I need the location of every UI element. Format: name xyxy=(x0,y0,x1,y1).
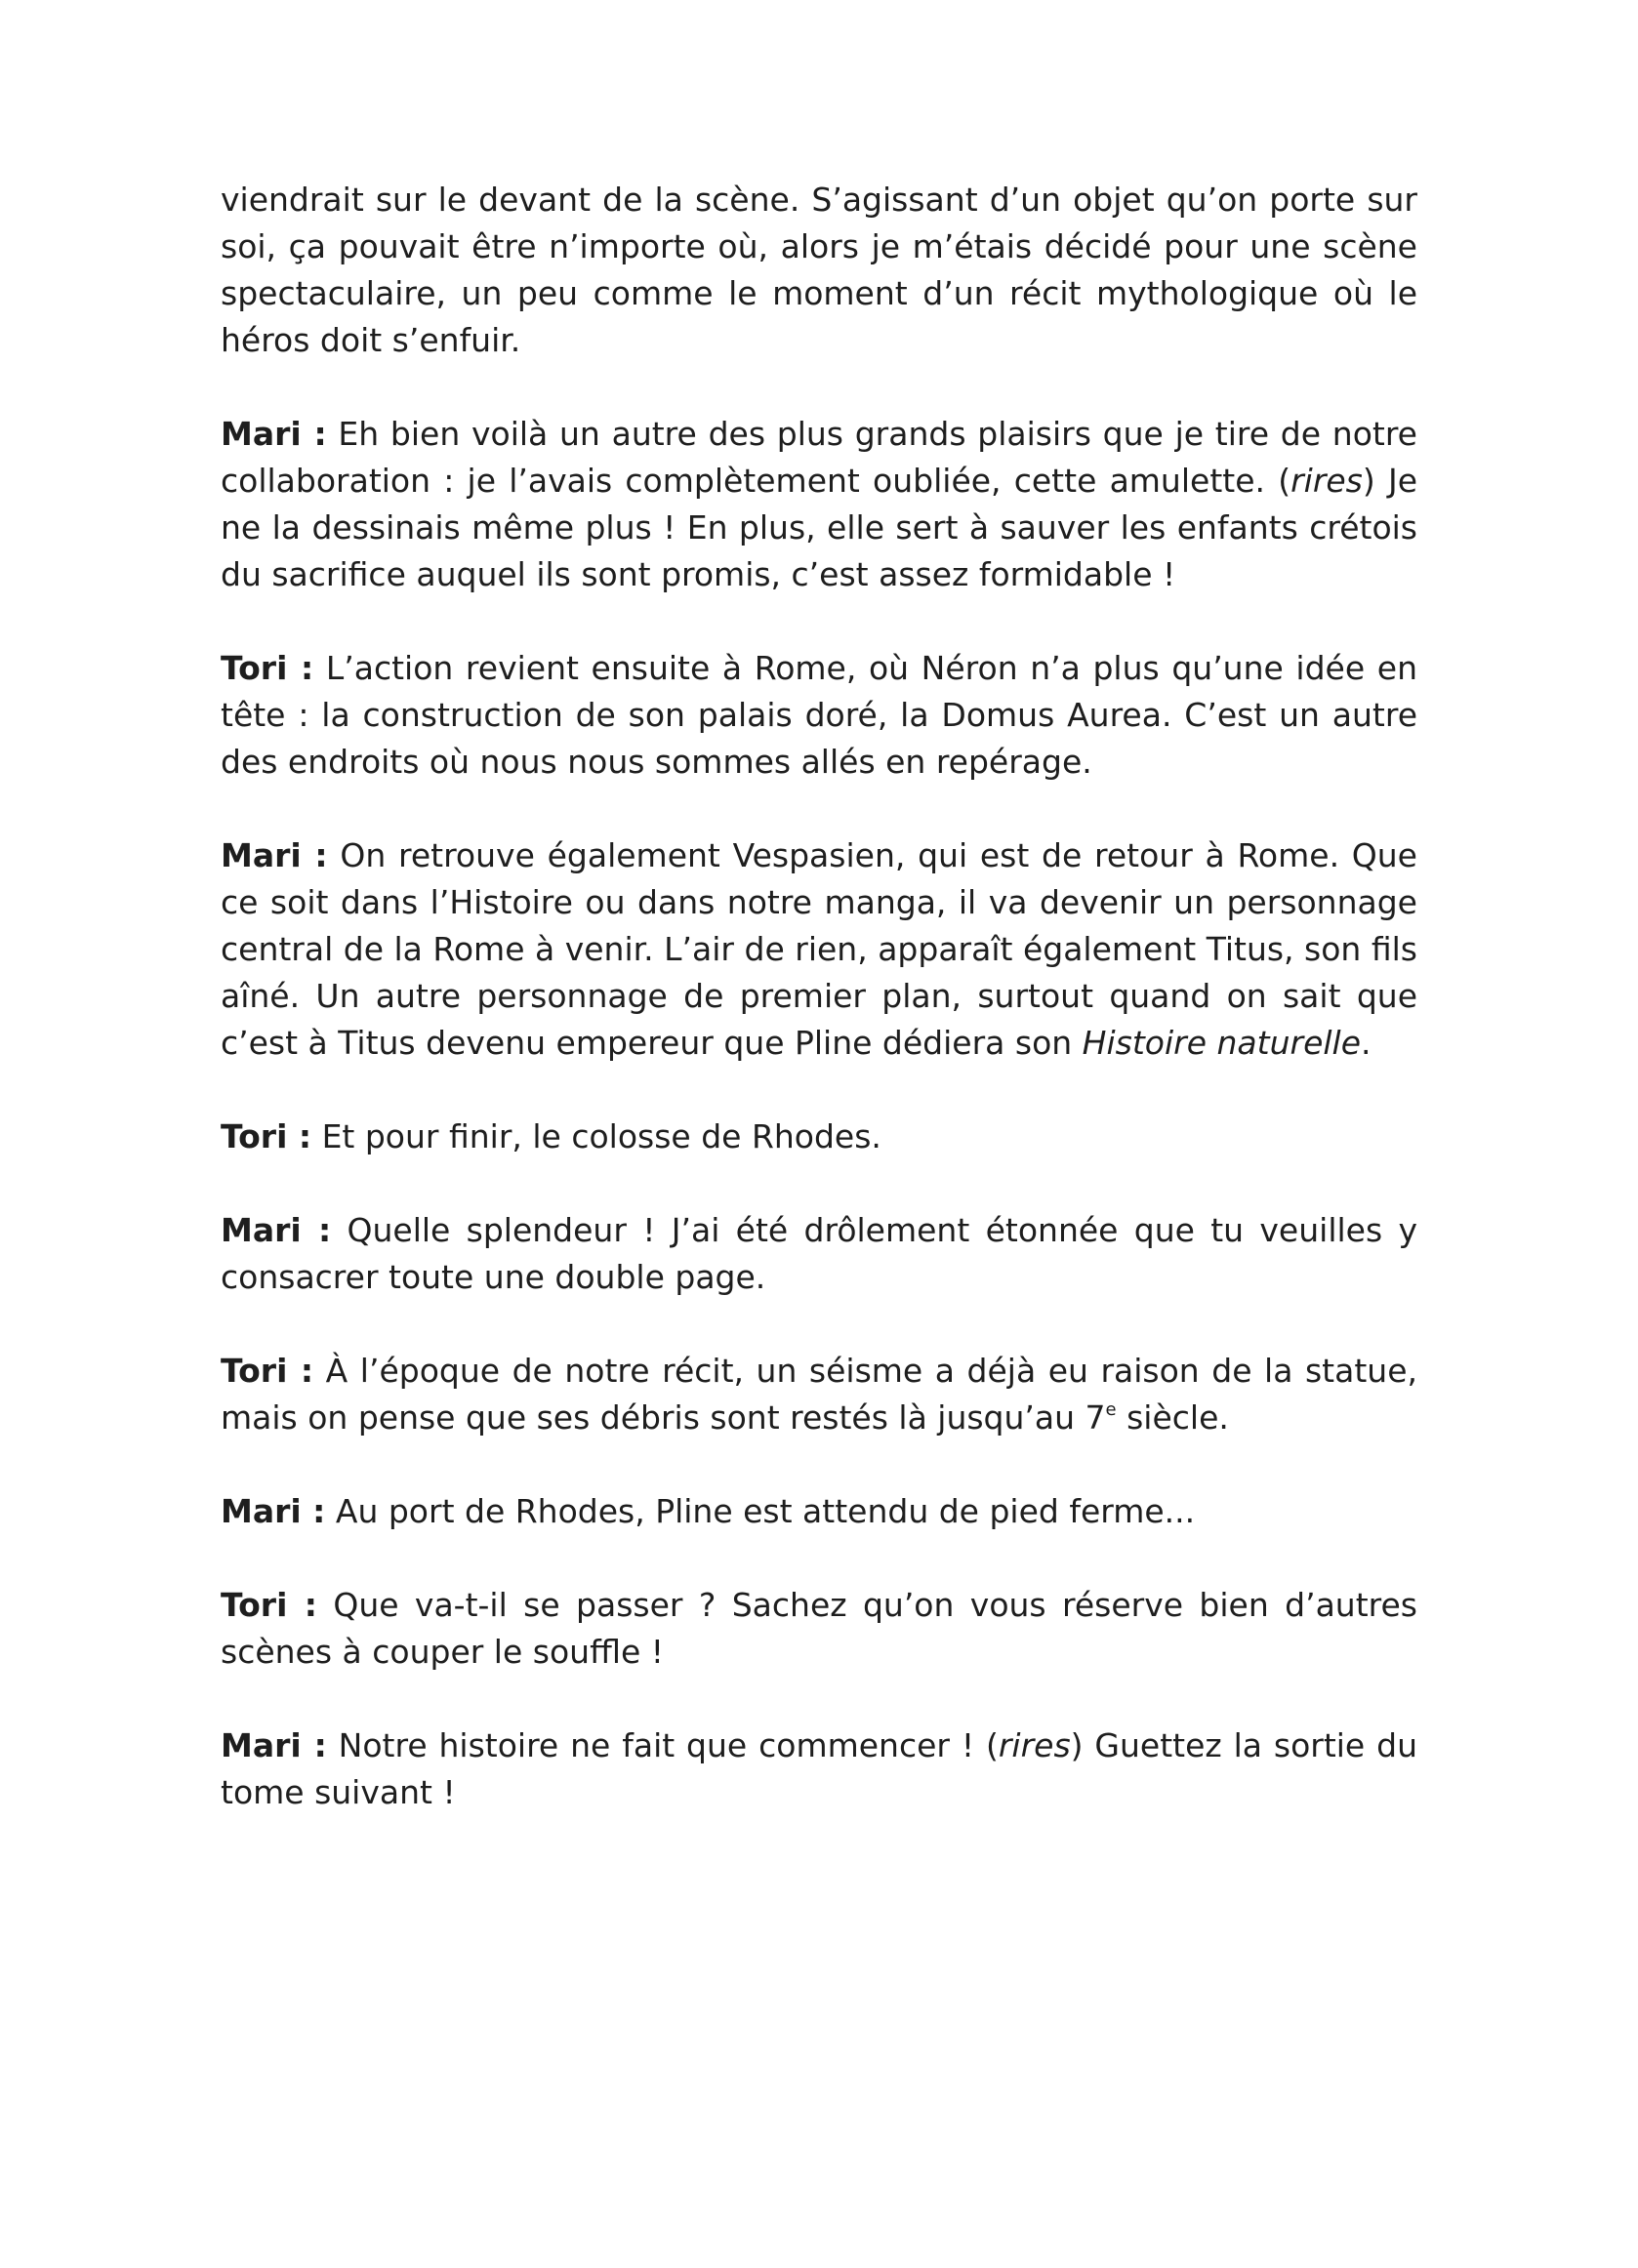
paragraph-continuation xyxy=(221,177,1417,364)
paragraph-text: siècle. xyxy=(1116,1398,1229,1437)
speaker-label: Mari : xyxy=(221,1211,332,1249)
speaker-label: Tori : xyxy=(221,1586,317,1624)
paragraph-text: viendrait sur le devant de la scène. S’agissant d’un objet qu’on porte sur soi, ça pouvait être n’importe où, alors je m’étais décidé pour une scène spectaculaire, un peu comme le moment d’un récit mythologique où le héros doit s’enfuir. xyxy=(221,181,1417,359)
dialogue-paragraph-tori xyxy=(221,645,1417,786)
dialogue-paragraph-mari xyxy=(221,1207,1417,1301)
paragraph-text: ) Je ne la dessinais même plus ! En plus, elle sert à sauver les enfants crétois du sacrifice auquel ils sont promis, c’est assez formidable ! xyxy=(221,462,1418,593)
italic-book-title: Histoire naturelle xyxy=(1082,1024,1362,1062)
speaker-label: Mari : xyxy=(221,836,328,874)
italic-aside: rires xyxy=(998,1726,1071,1764)
paragraph-text: À l’époque de notre récit, un séisme a déjà eu raison de la statue, mais on pense que ses débris sont restés là jusqu’au 7 xyxy=(221,1352,1417,1437)
paragraph-text: . xyxy=(1361,1024,1372,1062)
speaker-label: Tori : xyxy=(221,1117,312,1155)
speaker-label: Tori : xyxy=(221,649,314,687)
paragraph-text: L’action revient ensuite à Rome, où Néron n’a plus qu’une idée en tête : la construction de son palais doré, la Domus Aurea. C’est un autre des endroits où nous nous sommes allés en repérage. xyxy=(221,649,1417,781)
dialogue-paragraph-mari xyxy=(221,1722,1417,1816)
speaker-label: Mari : xyxy=(221,1726,327,1764)
paragraph-text: Notre histoire ne fait que commencer ! ( xyxy=(326,1726,999,1764)
speaker-label: Mari : xyxy=(221,415,327,453)
dialogue-paragraph-mari xyxy=(221,1488,1417,1535)
paragraph-text: Et pour finir, le colosse de Rhodes. xyxy=(311,1117,881,1155)
paragraph-text: Quelle splendeur ! J’ai été drôlement étonnée que tu veuilles y consacrer toute une double page. xyxy=(221,1211,1417,1296)
paragraph-text: Eh bien voilà un autre des plus grands plaisirs que je tire de notre collaboration : je l’avais complètement oubliée, cette amulette. ( xyxy=(221,415,1417,500)
dialogue-paragraph-tori xyxy=(221,1582,1417,1676)
paragraph-text: Que va-t-il se passer ? Sachez qu’on vous réserve bien d’autres scènes à couper le souffle ! xyxy=(221,1586,1417,1671)
paragraph-text: ) Guettez la sortie du tome suivant ! xyxy=(221,1726,1417,1811)
paragraph-text: On retrouve également Vespasien, qui est de retour à Rome. Que ce soit dans l’Histoire ou dans notre manga, il va devenir un personnage central de la Rome à venir. L’air de rien, apparaît également Titus, son fils aîné. Un autre personnage de premier plan, surtout quand on sait que c’est à Titus devenu empereur que Pline dédiera son xyxy=(221,836,1417,1062)
document-body xyxy=(221,177,1417,1863)
dialogue-paragraph-mari xyxy=(221,832,1417,1067)
dialogue-paragraph-mari xyxy=(221,411,1417,598)
superscript-ordinal: e xyxy=(1105,1399,1117,1420)
paragraph-text: Au port de Rhodes, Pline est attendu de pied ferme... xyxy=(325,1492,1196,1530)
speaker-label: Mari : xyxy=(221,1492,326,1530)
italic-aside: rires xyxy=(1290,462,1363,500)
dialogue-paragraph-tori xyxy=(221,1348,1417,1441)
speaker-label: Tori : xyxy=(221,1352,314,1390)
dialogue-paragraph-tori xyxy=(221,1114,1417,1160)
